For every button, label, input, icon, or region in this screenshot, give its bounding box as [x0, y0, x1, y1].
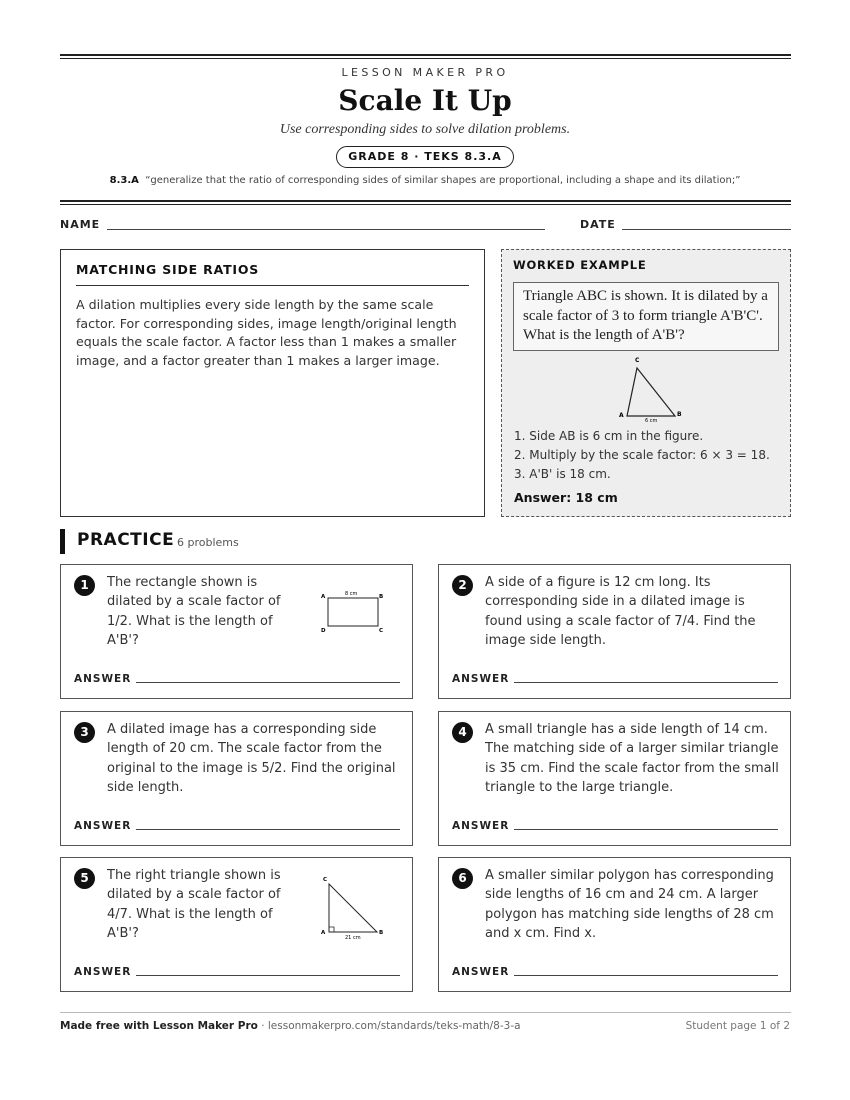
- concept-body: A dilation multiplies every side length by the same scale factor. For corresponding sides, image length/original length equals the scale factor. A factor less than 1 makes a smaller image, and a factor greater than 1 makes a larger image.: [76, 297, 457, 368]
- side-length-label: 8 cm: [345, 591, 358, 597]
- vertex-label-d: D: [321, 628, 326, 634]
- answer-label: ANSWER: [74, 820, 132, 832]
- concept-box: [60, 249, 485, 517]
- page-title: Scale It Up: [338, 84, 512, 117]
- problem-text: A small triangle has a side length of 14 cm. The matching side of a larger similar triangle is 35 cm. Find the scale factor from the small triangle to the large triangle.: [485, 722, 779, 795]
- answer-field[interactable]: [514, 975, 778, 976]
- vertex-label-c: C: [635, 357, 640, 364]
- practice-heading: PRACTICE: [77, 530, 175, 550]
- worked-example-steps: [514, 427, 770, 484]
- right-triangle-shape: [329, 884, 377, 932]
- footer-credit: [60, 1020, 521, 1032]
- standard-code: 8.3.A: [109, 175, 139, 186]
- footer-brand: Made free with Lesson Maker Pro: [60, 1020, 258, 1032]
- right-triangle-figure: [317, 872, 389, 942]
- answer-field[interactable]: [136, 975, 400, 976]
- problem-card-3: [60, 711, 413, 846]
- problem-number: 5: [74, 868, 95, 889]
- step-item: 2. Multiply by the scale factor: 6 × 3 = 18.: [514, 448, 770, 462]
- practice-marker: [60, 529, 65, 554]
- problem-number: 6: [452, 868, 473, 889]
- problem-card-2: [438, 564, 791, 699]
- step-item: 3. A'B' is 18 cm.: [514, 467, 611, 481]
- problem-text: The rectangle shown is dilated by a scale factor of 1/2. What is the length of A'B'?: [107, 575, 281, 648]
- page-subtitle: Use corresponding sides to solve dilation problems.: [279, 122, 571, 137]
- worked-example-question: Triangle ABC is shown. It is dilated by a scale factor of 3 to form triangle A'B'C'. What is the length of A'B'?: [513, 282, 779, 351]
- vertex-label-c: C: [323, 877, 328, 883]
- vertex-label-a: A: [321, 594, 326, 600]
- answer-field[interactable]: [136, 829, 400, 830]
- step-item: 1. Side AB is 6 cm in the figure.: [514, 429, 704, 443]
- answer-field[interactable]: [136, 682, 400, 683]
- problem-card-6: [438, 857, 791, 992]
- problem-card-1: [60, 564, 413, 699]
- standard-text: [0, 175, 850, 186]
- vertex-label-b: B: [379, 594, 384, 600]
- brand-label: LESSON MAKER PRO: [341, 66, 509, 79]
- concept-title: MATCHING SIDE RATIOS: [76, 262, 469, 286]
- footer-url[interactable]: · lessonmakerpro.com/standards/teks-math/8-3-a: [261, 1020, 521, 1032]
- problem-text: The right triangle shown is dilated by a scale factor of 4/7. What is the length of A'B'?: [107, 868, 281, 941]
- right-angle-mark: [329, 927, 334, 932]
- rectangle-shape: [328, 598, 378, 626]
- answer-label: ANSWER: [452, 966, 510, 978]
- standard-description: “generalize that the ratio of corresponding sides of similar shapes are proportional, including a shape and its dilation;”: [145, 175, 741, 186]
- vertex-label-b: B: [379, 930, 384, 936]
- vertex-label-a: A: [619, 412, 624, 419]
- problem-text: A side of a figure is 12 cm long. Its corresponding side in a dilated image is found using a scale factor of 7/4. Find the image side length.: [485, 575, 756, 648]
- vertex-label-b: B: [677, 411, 682, 418]
- worked-example-title: WORKED EXAMPLE: [513, 258, 647, 272]
- name-label: NAME: [60, 218, 101, 231]
- problem-number: 4: [452, 722, 473, 743]
- problem-text: A smaller similar polygon has corresponding side lengths of 16 cm and 24 cm. A larger polygon has matching side lengths of 28 cm and x cm. Find x.: [485, 868, 774, 941]
- rectangle-figure: [316, 587, 388, 635]
- answer-field[interactable]: [514, 829, 778, 830]
- problem-number: 1: [74, 575, 95, 596]
- vertex-label-c: C: [379, 628, 384, 634]
- answer-label: ANSWER: [452, 820, 510, 832]
- triangle-shape: [627, 368, 675, 416]
- footer-rule: [60, 1012, 791, 1013]
- problem-card-5: [60, 857, 413, 992]
- date-field[interactable]: [622, 229, 791, 230]
- grade-badge: GRADE 8 · TEKS 8.3.A: [336, 146, 514, 168]
- problem-count: 6 problems: [177, 536, 239, 549]
- problem-text: A dilated image has a corresponding side length of 20 cm. The scale factor from the original to the image is 5/2. Find the original side length.: [107, 722, 396, 795]
- answer-label: ANSWER: [74, 966, 132, 978]
- answer-label: ANSWER: [452, 673, 510, 685]
- problem-number: 2: [452, 575, 473, 596]
- page-indicator: Student page 1 of 2: [685, 1020, 790, 1032]
- date-label: DATE: [580, 218, 616, 231]
- answer-label: ANSWER: [74, 673, 132, 685]
- vertex-label-a: A: [321, 930, 326, 936]
- header-bottom-rule: [60, 200, 791, 205]
- problem-number: 3: [74, 722, 95, 743]
- name-field[interactable]: [107, 229, 545, 230]
- problem-card-4: [438, 711, 791, 846]
- triangle-figure: [607, 354, 687, 422]
- answer-field[interactable]: [514, 682, 778, 683]
- worked-example-answer: Answer: 18 cm: [514, 490, 618, 505]
- side-length-label: 6 cm: [645, 418, 658, 422]
- top-rule: [60, 54, 791, 59]
- worked-example-box: [501, 249, 791, 517]
- side-length-label: 21 cm: [345, 935, 361, 941]
